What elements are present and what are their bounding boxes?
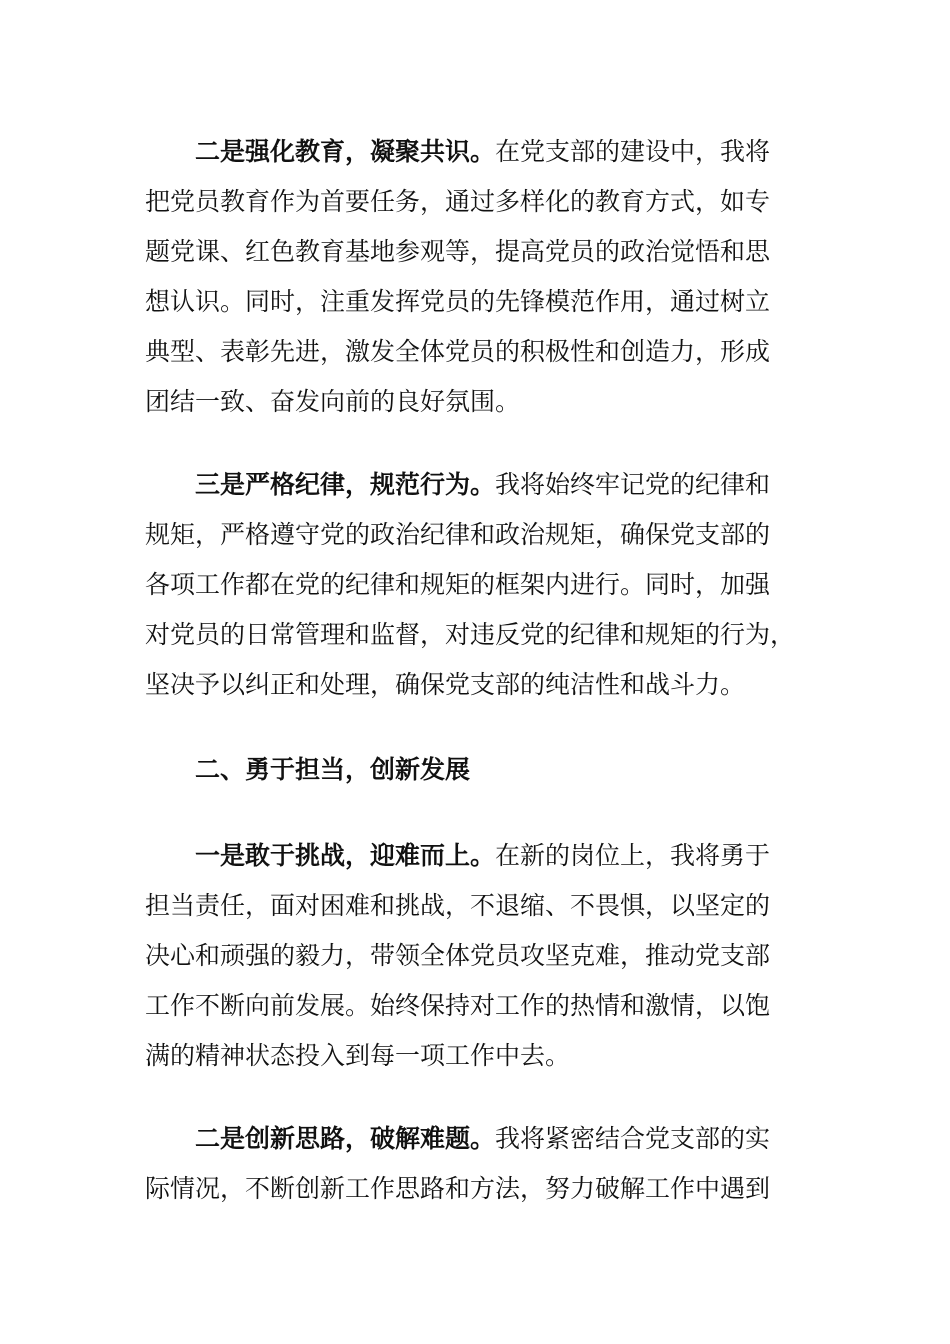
paragraph-first-line — [145, 1114, 805, 1164]
paragraph — [145, 460, 805, 710]
paragraph-first-line — [145, 127, 805, 177]
paragraph-text: 在党支部的建设中，我将 — [495, 137, 771, 166]
paragraph-line: 工作不断向前发展。始终保持对工作的热情和激情，以饱 — [145, 991, 771, 1020]
paragraph-lead: 二是创新思路，破解难题。 — [195, 1124, 496, 1153]
paragraph — [145, 1114, 805, 1214]
paragraph-line: 典型、表彰先进，激发全体党员的积极性和创造力，形成 — [145, 337, 771, 366]
paragraph-line: 各项工作都在党的纪律和规矩的框架内进行。同时，加强 — [145, 570, 771, 599]
section-heading — [145, 745, 805, 795]
paragraph-line: 坚决予以纠正和处理，确保党支部的纯洁性和战斗力。 — [145, 670, 746, 699]
paragraph-text: 我将始终牢记党的纪律和 — [495, 470, 771, 499]
paragraph-lead: 三是严格纪律，规范行为。 — [195, 470, 496, 499]
paragraph-lead: 一是敢于挑战，迎难而上。 — [195, 841, 496, 870]
paragraph-first-line — [145, 831, 805, 881]
paragraph-line: 对党员的日常管理和监督，对违反党的纪律和规矩的行为， — [145, 620, 796, 649]
paragraph-text: 我将紧密结合党支部的实 — [495, 1124, 771, 1153]
paragraph-line: 满的精神状态投入到每一项工作中去。 — [145, 1041, 571, 1070]
paragraph — [145, 127, 805, 427]
paragraph-line: 题党课、红色教育基地参观等，提高党员的政治觉悟和思 — [145, 237, 771, 266]
paragraph-line: 想认识。同时，注重发挥党员的先锋模范作用，通过树立 — [145, 287, 771, 316]
paragraph-line: 把党员教育作为首要任务，通过多样化的教育方式，如专 — [145, 187, 771, 216]
paragraph-line: 规矩，严格遵守党的政治纪律和政治规矩，确保党支部的 — [145, 520, 771, 549]
paragraph — [145, 831, 805, 1081]
paragraph-line: 决心和顽强的毅力，带领全体党员攻坚克难，推动党支部 — [145, 941, 771, 970]
paragraph-first-line — [145, 460, 805, 510]
paragraph-lead: 二是强化教育，凝聚共识。 — [195, 137, 496, 166]
paragraph-text: 在新的岗位上，我将勇于 — [495, 841, 771, 870]
paragraph-line: 担当责任，面对困难和挑战，不退缩、不畏惧，以坚定的 — [145, 891, 771, 920]
section-heading-text: 二、勇于担当，创新发展 — [195, 755, 471, 784]
paragraph-line: 团结一致、奋发向前的良好氛围。 — [145, 387, 521, 416]
paragraph-line: 际情况，不断创新工作思路和方法，努力破解工作中遇到 — [145, 1174, 771, 1203]
